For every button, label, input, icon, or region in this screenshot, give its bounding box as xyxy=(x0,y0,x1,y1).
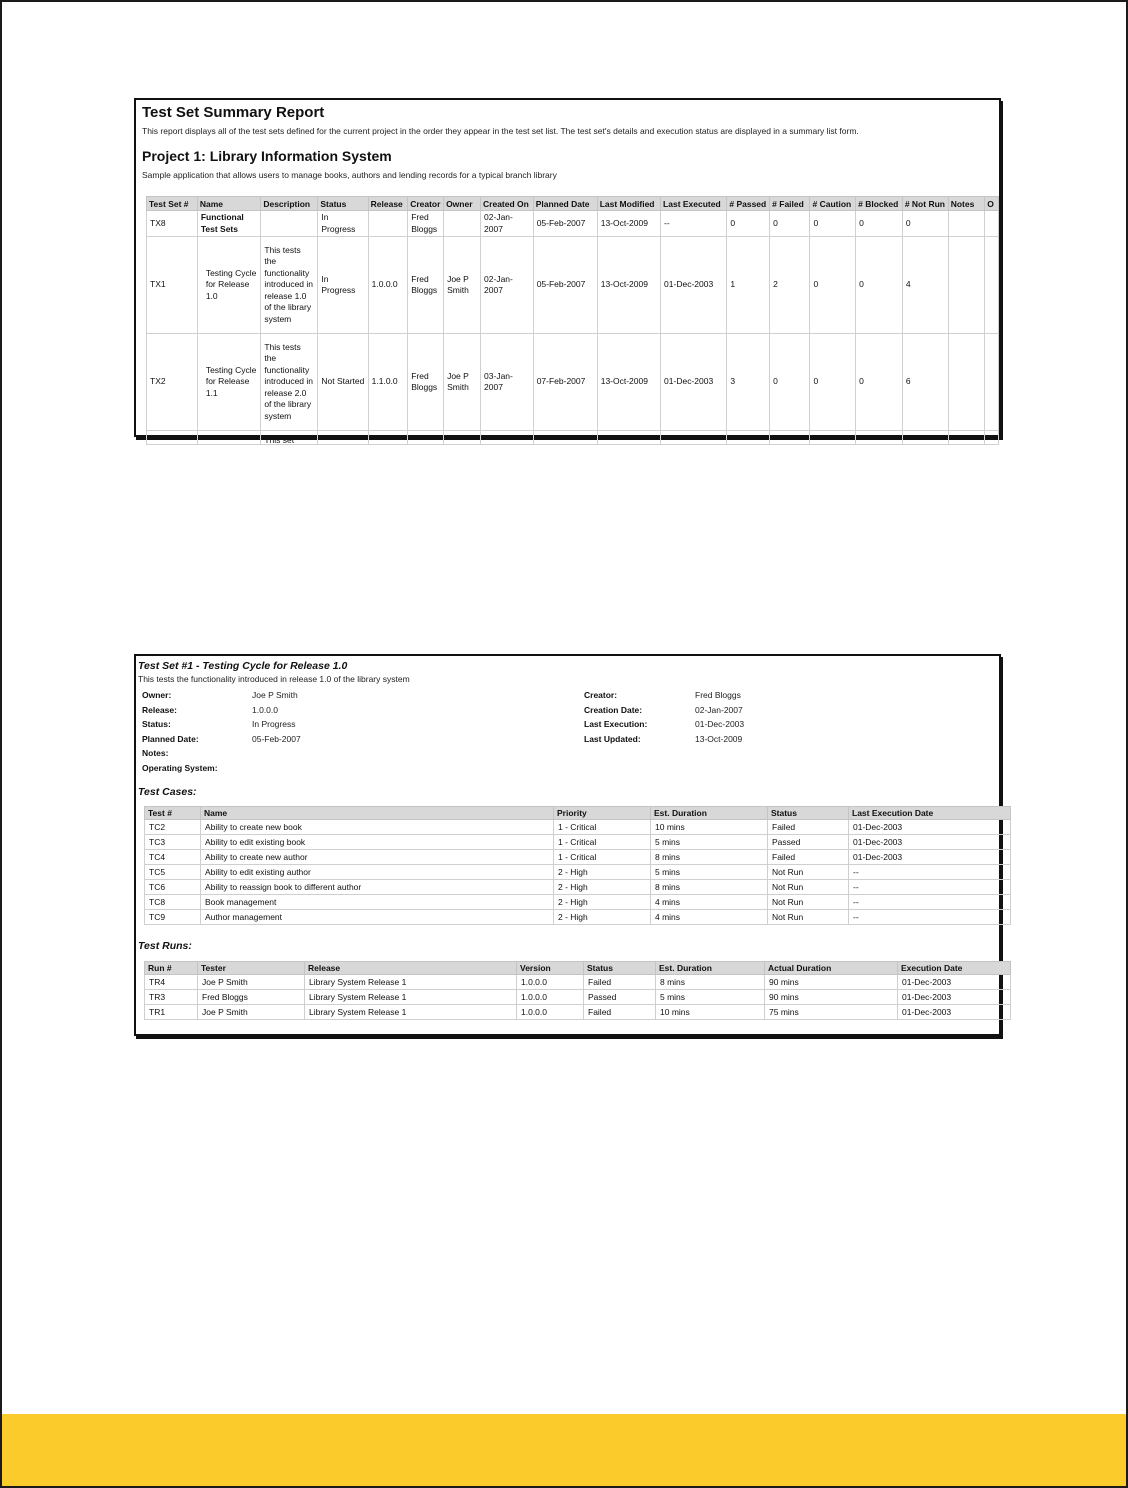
cell-not-run: 4 xyxy=(902,237,948,334)
cell-actual-duration: 90 mins xyxy=(765,990,898,1005)
column-header[interactable]: Est. Duration xyxy=(651,807,768,820)
table-row[interactable] xyxy=(147,211,999,237)
cell-not-run: 0 xyxy=(902,211,948,237)
notes-label: Notes: xyxy=(142,748,169,758)
cell-status: Failed xyxy=(768,850,849,865)
table-row[interactable] xyxy=(147,237,999,334)
cell-release: 1.0.0.0 xyxy=(368,237,408,334)
cell-failed: 2 xyxy=(770,237,810,334)
cell-test-name[interactable]: Ability to create new author xyxy=(201,850,554,865)
cell-failed: 0 xyxy=(770,211,810,237)
column-header[interactable]: Actual Duration xyxy=(765,962,898,975)
table-row-partial xyxy=(147,431,999,445)
table-row[interactable] xyxy=(145,835,1011,850)
cell-release: Library System Release 1 xyxy=(305,990,517,1005)
release-value: 1.0.0.0 xyxy=(252,705,278,715)
column-header[interactable]: Creator xyxy=(408,197,444,211)
column-header[interactable]: Priority xyxy=(554,807,651,820)
cell-release: 1.1.0.0 xyxy=(368,334,408,431)
cell-id: TX2 xyxy=(147,334,198,431)
cell-last-executed: 01-Dec-2003 xyxy=(661,334,727,431)
cell-priority: 1 - Critical xyxy=(554,820,651,835)
partial-row-text: This set xyxy=(264,434,295,445)
cell-tester: Joe P Smith xyxy=(198,1005,305,1020)
planned-date-value: 05-Feb-2007 xyxy=(252,734,301,744)
cell-test-name[interactable]: Ability to reassign book to different author xyxy=(201,880,554,895)
cell-created-on: 03-Jan-2007 xyxy=(481,334,534,431)
test-cases-heading: Test Cases: xyxy=(138,786,197,798)
cell-caution: 0 xyxy=(810,211,856,237)
cell-last-execution-date: -- xyxy=(849,910,1011,925)
cell-notes xyxy=(948,211,985,237)
column-header[interactable]: Tester xyxy=(198,962,305,975)
cell-created-on: 02-Jan-2007 xyxy=(481,211,534,237)
status-value: In Progress xyxy=(252,719,296,729)
last-updated-label: Last Updated: xyxy=(584,734,641,744)
release-label: Release: xyxy=(142,705,177,715)
cell-execution-date: 01-Dec-2003 xyxy=(898,975,1011,990)
cell-last-execution-date: 01-Dec-2003 xyxy=(849,835,1011,850)
cell-release: Library System Release 1 xyxy=(305,1005,517,1020)
cell-description: This tests the functionality introduced in release 2.0 of the library system xyxy=(261,334,318,431)
cell-tester: Fred Bloggs xyxy=(198,990,305,1005)
cell-last-modified: 13-Oct-2009 xyxy=(597,211,660,237)
table-row[interactable] xyxy=(145,975,1011,990)
cell-owner xyxy=(444,211,481,237)
cell-extra xyxy=(985,237,999,334)
status-label: Status: xyxy=(142,719,171,729)
column-header[interactable]: Created On xyxy=(481,197,534,211)
cell-release: Library System Release 1 xyxy=(305,975,517,990)
column-header[interactable]: Test # xyxy=(145,807,201,820)
cell-est-duration: 4 mins xyxy=(651,895,768,910)
table-header-row xyxy=(145,807,1011,820)
project-description: Sample application that allows users to manage books, authors and lending records for a typical branch library xyxy=(142,170,557,180)
footer-bar xyxy=(2,1414,1126,1486)
column-header[interactable]: # Not Run xyxy=(902,197,948,211)
cell-last-execution-date: -- xyxy=(849,865,1011,880)
cell-priority: 2 - High xyxy=(554,910,651,925)
cell-status: In Progress xyxy=(318,237,368,334)
table-row[interactable] xyxy=(145,880,1011,895)
cell-status: In Progress xyxy=(318,211,368,237)
creator-label: Creator: xyxy=(584,690,618,700)
cell-status: Failed xyxy=(768,820,849,835)
cell-last-execution-date: -- xyxy=(849,895,1011,910)
cell-blocked: 0 xyxy=(856,334,903,431)
cell-not-run: 6 xyxy=(902,334,948,431)
cell-execution-date: 01-Dec-2003 xyxy=(898,1005,1011,1020)
creator-value: Fred Bloggs xyxy=(695,690,741,700)
table-row[interactable] xyxy=(145,820,1011,835)
cell-created-on: 02-Jan-2007 xyxy=(481,237,534,334)
cell-actual-duration: 90 mins xyxy=(765,975,898,990)
cell-version: 1.0.0.0 xyxy=(517,975,584,990)
cell-passed: 0 xyxy=(727,211,770,237)
planned-date-label: Planned Date: xyxy=(142,734,199,744)
column-header[interactable]: Status xyxy=(768,807,849,820)
cell-est-duration: 5 mins xyxy=(651,865,768,880)
column-header[interactable]: Status xyxy=(584,962,656,975)
cell-version: 1.0.0.0 xyxy=(517,990,584,1005)
cell-est-duration: 5 mins xyxy=(651,835,768,850)
column-header[interactable]: # Caution xyxy=(810,197,856,211)
cell-test-id: TC6 xyxy=(145,880,201,895)
column-header[interactable]: # Failed xyxy=(770,197,810,211)
cell-blocked: 0 xyxy=(856,211,903,237)
cell-notes xyxy=(948,237,985,334)
last-updated-value: 13-Oct-2009 xyxy=(695,734,743,744)
cell-version: 1.0.0.0 xyxy=(517,1005,584,1020)
cell-test-id: TC3 xyxy=(145,835,201,850)
cell-notes xyxy=(948,334,985,431)
cell-est-duration: 4 mins xyxy=(651,910,768,925)
owner-value: Joe P Smith xyxy=(252,690,298,700)
column-header[interactable]: Execution Date xyxy=(898,962,1011,975)
cell-test-name[interactable]: Ability to create new book xyxy=(201,820,554,835)
owner-label: Owner: xyxy=(142,690,172,700)
detail-description: This tests the functionality introduced in release 1.0 of the library system xyxy=(138,674,410,684)
cell-last-executed: 01-Dec-2003 xyxy=(661,237,727,334)
cell-test-id: TC5 xyxy=(145,865,201,880)
column-header[interactable]: Version xyxy=(517,962,584,975)
table-row[interactable] xyxy=(145,990,1011,1005)
cell-priority: 2 - High xyxy=(554,880,651,895)
report-description: This report displays all of the test sets defined for the current project in the order they appear in the test set list. The test set's details and execution status are displayed in a summary list form. xyxy=(142,126,859,136)
cell-priority: 2 - High xyxy=(554,865,651,880)
cell-last-executed: -- xyxy=(661,211,727,237)
cell-last-execution-date: -- xyxy=(849,880,1011,895)
test-sets-table xyxy=(146,196,999,445)
column-header[interactable]: Description xyxy=(261,197,318,211)
cell-blocked: 0 xyxy=(856,237,903,334)
column-header[interactable]: Status xyxy=(318,197,368,211)
report-title: Test Set Summary Report xyxy=(142,104,325,121)
cell-caution: 0 xyxy=(810,237,856,334)
column-header[interactable]: Last Executed xyxy=(661,197,727,211)
cell-est-duration: 10 mins xyxy=(656,1005,765,1020)
test-cases-table xyxy=(144,806,1011,925)
table-row[interactable] xyxy=(145,850,1011,865)
cell-tester: Joe P Smith xyxy=(198,975,305,990)
column-header[interactable]: Name xyxy=(197,197,261,211)
creation-date-label: Creation Date: xyxy=(584,705,643,715)
cell-est-duration: 8 mins xyxy=(656,975,765,990)
cell-execution-date: 01-Dec-2003 xyxy=(898,990,1011,1005)
cell-last-modified: 13-Oct-2009 xyxy=(597,237,660,334)
cell-id: TX8 xyxy=(147,211,198,237)
test-set-detail-screenshot xyxy=(134,654,1001,1036)
cell-est-duration: 5 mins xyxy=(656,990,765,1005)
cell-status: Not Started xyxy=(318,334,368,431)
cell-status: Failed xyxy=(584,1005,656,1020)
last-execution-value: 01-Dec-2003 xyxy=(695,719,745,729)
cell-est-duration: 10 mins xyxy=(651,820,768,835)
cell-planned-date: 07-Feb-2007 xyxy=(533,334,597,431)
last-execution-label: Last Execution: xyxy=(584,719,648,729)
cell-description xyxy=(261,211,318,237)
cell-caution: 0 xyxy=(810,334,856,431)
table-row[interactable] xyxy=(145,895,1011,910)
column-header[interactable]: Owner xyxy=(444,197,481,211)
cell-last-execution-date: 01-Dec-2003 xyxy=(849,820,1011,835)
cell-status: Passed xyxy=(768,835,849,850)
cell-description: This tests the functionality introduced in release 1.0 of the library system xyxy=(261,237,318,334)
cell-passed: 3 xyxy=(727,334,770,431)
column-header[interactable]: Est. Duration xyxy=(656,962,765,975)
table-row[interactable] xyxy=(147,334,999,431)
cell-est-duration: 8 mins xyxy=(651,850,768,865)
cell-test-name[interactable]: Book management xyxy=(201,895,554,910)
cell-test-id: TC9 xyxy=(145,910,201,925)
column-header[interactable]: Notes xyxy=(948,197,985,211)
cell-planned-date: 05-Feb-2007 xyxy=(533,211,597,237)
column-header[interactable]: Last Execution Date xyxy=(849,807,1011,820)
cell-status: Not Run xyxy=(768,895,849,910)
summary-report-screenshot xyxy=(134,98,1001,445)
column-header[interactable]: Run # xyxy=(145,962,198,975)
cell-planned-date: 05-Feb-2007 xyxy=(533,237,597,334)
cell-name[interactable]: Testing Cycle for Release 1.0 xyxy=(197,237,261,334)
table-header-row xyxy=(147,197,999,211)
cell-status: Failed xyxy=(584,975,656,990)
cell-run-id[interactable]: TR3 xyxy=(145,990,198,1005)
cell-status: Not Run xyxy=(768,880,849,895)
cell-test-name[interactable]: Author management xyxy=(201,910,554,925)
table-row[interactable] xyxy=(145,865,1011,880)
test-runs-heading: Test Runs: xyxy=(138,940,192,952)
cell-id: TX1 xyxy=(147,237,198,334)
column-header[interactable]: Planned Date xyxy=(533,197,597,211)
column-header[interactable]: Release xyxy=(368,197,408,211)
table-row[interactable] xyxy=(145,910,1011,925)
cell-run-id[interactable]: TR4 xyxy=(145,975,198,990)
column-header[interactable]: Name xyxy=(201,807,554,820)
cell-priority: 1 - Critical xyxy=(554,850,651,865)
table-header-row xyxy=(145,962,1011,975)
cell-failed: 0 xyxy=(770,334,810,431)
cell-test-name[interactable]: Ability to edit existing book xyxy=(201,835,554,850)
cell-name[interactable]: Functional Test Sets xyxy=(197,211,261,237)
project-title: Project 1: Library Information System xyxy=(142,148,392,164)
column-header[interactable]: O xyxy=(985,197,999,211)
cell-status: Not Run xyxy=(768,865,849,880)
cell-test-name[interactable]: Ability to edit existing author xyxy=(201,865,554,880)
cell-passed: 1 xyxy=(727,237,770,334)
cell-test-id: TC8 xyxy=(145,895,201,910)
table-row[interactable] xyxy=(145,1005,1011,1020)
cell-creator: Fred Bloggs xyxy=(408,237,444,334)
cell-owner: Joe P Smith xyxy=(444,334,481,431)
cell-creator: Fred Bloggs xyxy=(408,211,444,237)
cell-owner: Joe P Smith xyxy=(444,237,481,334)
column-header[interactable]: # Passed xyxy=(727,197,770,211)
operating-system-label: Operating System: xyxy=(142,763,218,773)
cell-priority: 1 - Critical xyxy=(554,835,651,850)
detail-title: Test Set #1 - Testing Cycle for Release 1.0 xyxy=(138,660,348,672)
column-header[interactable]: Release xyxy=(305,962,517,975)
cell-last-execution-date: 01-Dec-2003 xyxy=(849,850,1011,865)
cell-extra xyxy=(985,211,999,237)
column-header[interactable]: Test Set # xyxy=(147,197,198,211)
cell-name[interactable]: Testing Cycle for Release 1.1 xyxy=(197,334,261,431)
cell-actual-duration: 75 mins xyxy=(765,1005,898,1020)
cell-priority: 2 - High xyxy=(554,895,651,910)
cell-run-id[interactable]: TR1 xyxy=(145,1005,198,1020)
cell-last-modified: 13-Oct-2009 xyxy=(597,334,660,431)
cell-status: Passed xyxy=(584,990,656,1005)
cell-release xyxy=(368,211,408,237)
cell-extra xyxy=(985,334,999,431)
cell-test-id: TC2 xyxy=(145,820,201,835)
column-header[interactable]: Last Modified xyxy=(597,197,660,211)
test-runs-table xyxy=(144,961,1011,1020)
cell-creator: Fred Bloggs xyxy=(408,334,444,431)
creation-date-value: 02-Jan-2007 xyxy=(695,705,743,715)
cell-est-duration: 8 mins xyxy=(651,880,768,895)
cell-status: Not Run xyxy=(768,910,849,925)
column-header[interactable]: # Blocked xyxy=(856,197,903,211)
cell-test-id: TC4 xyxy=(145,850,201,865)
